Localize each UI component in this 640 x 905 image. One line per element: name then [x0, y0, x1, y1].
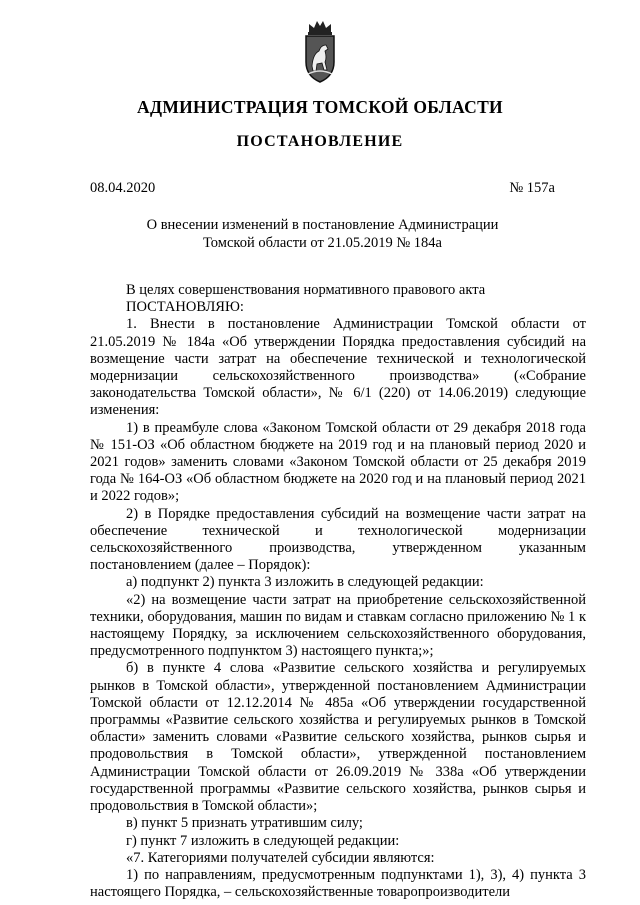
subject-line-1: О внесении изменений в постановление Администрации — [146, 217, 499, 233]
document-subject — [90, 217, 555, 252]
tomsk-coat-of-arms-icon — [300, 18, 340, 86]
item-g-text-paragraph: «7. Категориями получателей субсидии являются: — [126, 849, 435, 866]
item-a-paragraph: а) подпункт 2) пункта 3 изложить в следующей редакции: — [126, 574, 484, 591]
document-number: № 157а — [509, 180, 555, 196]
document-date: 08.04.2020 — [90, 180, 156, 196]
subject-line-2: Томской области от 21.05.2019 № 184а — [203, 234, 442, 251]
clause-1-paragraph: 1. Внести в постановление Администрации Томской области от 21.05.2019 № 184а «Об утверждении Порядка предоставления субсидий на возмещение части затрат на обеспечение технической и технологической модернизации сельскохозяйственного производства» («Собрание законодательства Томской области», № 6/1 (220) от 14.06.2019) следующие изменения: — [90, 316, 586, 419]
organization-name: АДМИНИСТРАЦИЯ ТОМСКОЙ ОБЛАСТИ — [137, 97, 503, 117]
subclause-1-paragraph: 1) в преамбуле слова «Законом Томской области от 29 декабря 2018 года № 151-ОЗ «Об областном бюджете на 2019 год и на плановый период 2020 и 2021 годов» заменить словами «Законом Томской области от 25 декабря 2019 года № 164-ОЗ «Об областном бюджете на 2020 год и на плановый период 2021 и 2022 годов»; — [90, 419, 586, 505]
recipients-paragraph: 1) по направлениям, предусмотренным подпунктами 1), 3), 4) пункта 3 настоящего Порядка, – сельскохозяйственные товаропроизводители — [90, 866, 586, 901]
item-v-paragraph: в) пункт 5 признать утратившим силу; — [126, 815, 363, 832]
subclause-2-paragraph: 2) в Порядке предоставления субсидий на возмещение части затрат на обеспечение технической и технологической модернизации сельскохозяйственного производства, утвержденном указанным постановлением (далее – Порядок): — [90, 505, 586, 574]
item-a-text-paragraph: «2) на возмещение части затрат на приобретение сельскохозяйственной техники, оборудования, машин по видам и ставкам согласно приложению № 1 к настоящему Порядку, за исключением сельскохозяйственного оборудования, предусмотренного подпунктом 3) настоящего пункта;»; — [90, 591, 586, 660]
item-b-paragraph: б) в пункте 4 слова «Развитие сельского хозяйства и регулируемых рынков в Томской области», утвержденной постановлением Администрации Томской области от 12.12.2014 № 485а «Об утверждении государственной программы «Развитие сельского хозяйства и регулируемых рынков в Томской области» заменить словами «Развитие сельского хозяйства, рынков сырья и продовольствия в Томской области», утвержденной постановлением Администрации Томской области от 26.09.2019 № 338а «Об утверждении государственной программы «Развитие сельского хозяйства, рынков сырья и продовольствия в Томской области»; — [90, 660, 586, 815]
item-g-paragraph: г) пункт 7 изложить в следующей редакции: — [126, 832, 400, 849]
document-type: ПОСТАНОВЛЕНИЕ — [236, 133, 404, 150]
document-body — [90, 282, 586, 901]
preamble-paragraph: В целях совершенствования нормативного правового акта — [126, 282, 486, 298]
resolve-heading: ПОСТАНОВЛЯЮ: — [126, 299, 244, 316]
